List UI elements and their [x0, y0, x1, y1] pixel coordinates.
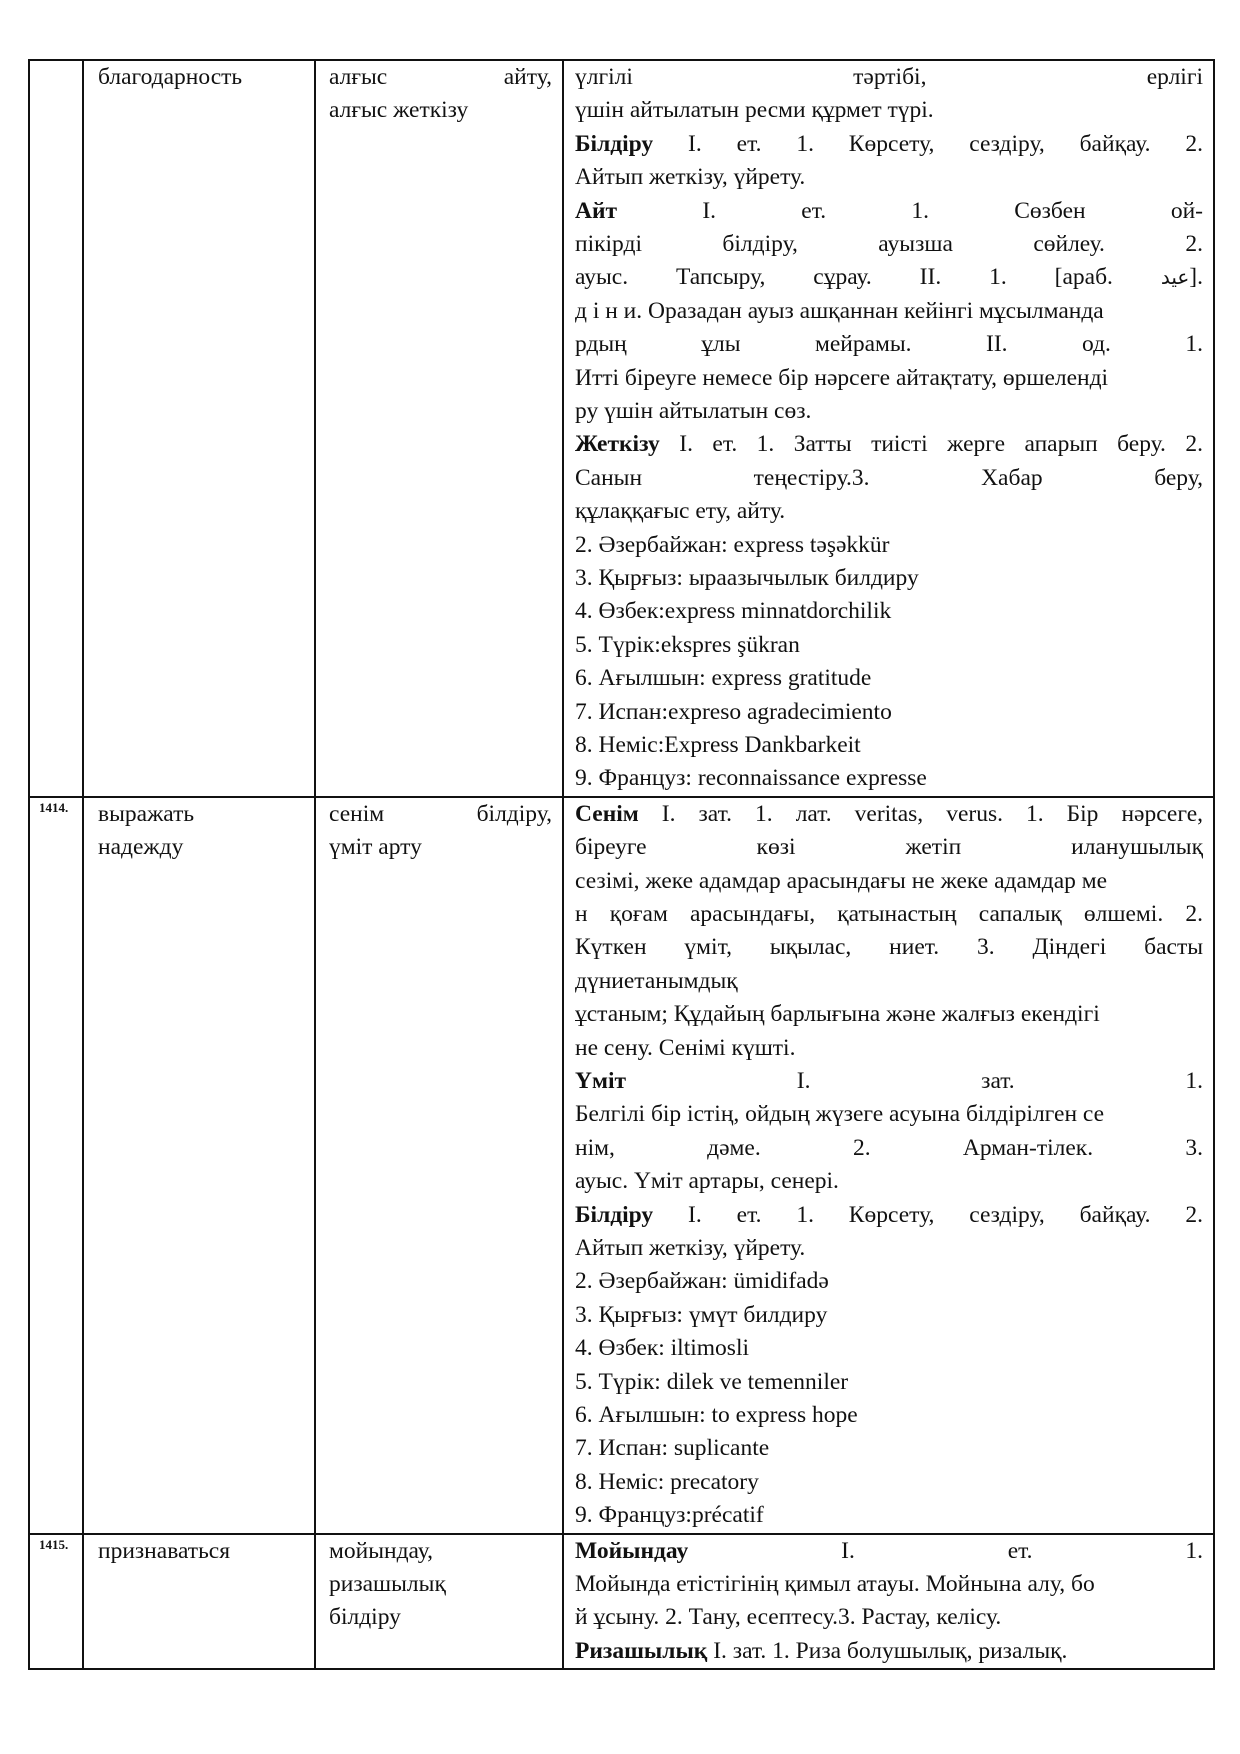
russian-term-line: благодарность [98, 64, 243, 90]
definition-line [575, 362, 1203, 395]
definition-text: ауыс. Үміт артары, сенері. [575, 1168, 839, 1195]
definition-line [575, 595, 1203, 628]
table-row [29, 60, 1214, 797]
definition-line [575, 128, 1203, 161]
kazakh-term-line: ризашылық [329, 1571, 446, 1598]
russian-term-line: выражать [98, 800, 195, 827]
definition-line [575, 898, 1203, 931]
definition-text: 3. Қырғыз: үмүт билдиру [575, 1301, 828, 1328]
definition-text: Айтып жеткізу, үйрету. [575, 1234, 806, 1261]
headword: Сенім [575, 800, 639, 827]
definition-text: Айтып жеткізу, үйрету. [575, 164, 806, 191]
headword: Білдіру [575, 1201, 654, 1228]
definition-line [575, 629, 1203, 662]
russian-term-line: надежду [98, 834, 184, 861]
entry-number: 1415. [29, 1534, 83, 1670]
definition-line [575, 1432, 1203, 1465]
definition-line [575, 94, 1203, 127]
definition [563, 1534, 1214, 1670]
definition-text: 2. Әзербайжан: express təşəkkür [575, 531, 890, 558]
definition-text: Белгілі бір істің, ойдың жүзеге асуына білдірілген се [575, 1101, 1105, 1128]
definition-text: сезімі, жеке адамдар арасындағы не жеке адамдар ме [575, 867, 1108, 894]
definition-text: 7. Испан:expreso agradecimiento [575, 698, 892, 725]
definition-text: құлаққағыс ету, айту. [575, 498, 786, 525]
definition-line [575, 1165, 1203, 1198]
definition-line [575, 1399, 1203, 1432]
definition-text: рдың ұлы мейрамы. II. од. 1. [575, 331, 1203, 358]
definition-line [575, 428, 1203, 461]
russian-term [83, 797, 315, 1534]
definition-text: 8. Неміс: precatory [575, 1468, 759, 1495]
definition-text: д і н и. Оразадан ауыз ашқаннан кейінгі мұсылманда [575, 297, 1104, 324]
definition-text: I. ет. 1. Сөзбен ой- [617, 197, 1203, 224]
definition-line [575, 865, 1203, 898]
definition-text: 5. Түрік:ekspres şükran [575, 631, 800, 658]
definition-text: 2. Әзербайжан: ümidifadə [575, 1268, 829, 1295]
definition-line [575, 261, 1203, 294]
definition-line [575, 1535, 1203, 1568]
definition-line [575, 1232, 1203, 1265]
definition-line [575, 495, 1203, 528]
definition-line [575, 1132, 1203, 1165]
definition-line [575, 529, 1203, 562]
definition-text: I. ет. 1. Көрсету, сездіру, байқау. 2. [653, 130, 1203, 157]
definition-line [575, 1499, 1203, 1532]
table-row [29, 797, 1214, 1534]
definition [563, 60, 1214, 797]
headword: Үміт [575, 1068, 627, 1094]
definition-text: үшін айтылатын ресми құрмет түрі. [575, 97, 934, 124]
definition-line [575, 1199, 1203, 1232]
headword: Білдіру [575, 130, 654, 157]
definition-text: Итті біреуге немесе бір нәрсеге айтақтату, өршеленді [575, 364, 1109, 391]
definition-line [575, 1299, 1203, 1332]
definition-text: 7. Испан: suplicante [575, 1435, 770, 1462]
kazakh-term-line: үміт арту [329, 834, 422, 861]
definition-text: Мойында етістігінің қимыл атауы. Мойнына алу, бо [575, 1571, 1095, 1598]
definition-line [575, 1366, 1203, 1399]
definition-text: 6. Ағылшын: express gratitude [575, 665, 872, 692]
entry-number: 1414. [29, 797, 83, 1534]
definition-line [575, 195, 1203, 228]
definition-line [575, 1635, 1203, 1668]
headword: Жеткізу [575, 431, 660, 458]
definition-line [575, 161, 1203, 194]
definition-line [575, 798, 1203, 831]
definition-text: біреуге көзі жетіп иланушылық [575, 834, 1203, 861]
definition-text: үлгілі тәртібі, ерлігі [575, 64, 1203, 90]
kazakh-term-line: сенім білдіру, [329, 800, 552, 827]
definition-line [575, 1065, 1203, 1098]
definition-line [575, 729, 1203, 762]
definition-line [575, 662, 1203, 695]
definition-line [575, 1601, 1203, 1634]
kazakh-term [315, 60, 563, 797]
headword: Мойындау [575, 1537, 689, 1564]
definition-text: дүниетанымдық [575, 967, 738, 994]
definition-line [575, 965, 1203, 998]
definition [563, 797, 1214, 1534]
kazakh-term [315, 1534, 563, 1670]
definition-text: 3. Қырғыз: ыраазычылык билдиру [575, 564, 919, 591]
definition-text: 9. Француз:précatif [575, 1502, 764, 1529]
definition-text: ұстаным; Құдайың барлығына және жалғыз екендігі [575, 1001, 1100, 1028]
definition-line [575, 1332, 1203, 1365]
definition-line [575, 1098, 1203, 1131]
kazakh-term-line: алғыс жеткізу [329, 97, 469, 124]
definition-text: ]. [1189, 264, 1203, 291]
definition-line [575, 1032, 1203, 1065]
definition-line [575, 696, 1203, 729]
arabic-word: عيد [1160, 265, 1190, 290]
definition-text: I. зат. 1. [626, 1068, 1203, 1094]
definition-line [575, 395, 1203, 428]
table-row [29, 1534, 1214, 1670]
definition-line [575, 931, 1203, 964]
definition-line [575, 1466, 1203, 1499]
definition-line [575, 328, 1203, 361]
definition-line [575, 831, 1203, 864]
dictionary-table [28, 59, 1215, 1670]
definition-line [575, 762, 1203, 795]
definition-line [575, 998, 1203, 1031]
definition-text: I. ет. 1. [688, 1537, 1203, 1564]
kazakh-term-line: білдіру [329, 1604, 401, 1631]
definition-text: 6. Ағылшын: to express hope [575, 1402, 858, 1429]
kazakh-term-line: алғыс айту, [329, 64, 552, 90]
definition-line [575, 228, 1203, 261]
document-page [28, 59, 1215, 1670]
definition-line [575, 1568, 1203, 1601]
definition-text: I. ет. 1. Көрсету, сездіру, байқау. 2. [653, 1201, 1203, 1228]
kazakh-term-line: мойындау, [329, 1537, 434, 1564]
definition-line [575, 1265, 1203, 1298]
definition-text: ауыс. Тапсыру, сұрау. II. 1. [араб. [575, 264, 1161, 291]
russian-term-line: признаваться [98, 1537, 231, 1564]
definition-text: 4. Өзбек: iltimosli [575, 1335, 750, 1362]
definition-text: I. зат. 1. лат. veritas, verus. 1. Бір нәрсеге, [638, 800, 1203, 827]
definition-line [575, 61, 1203, 94]
russian-term [83, 1534, 315, 1670]
definition-text: I. зат. 1. Риза болушылық, ризалық. [707, 1637, 1068, 1664]
definition-line [575, 562, 1203, 595]
definition-text: ру үшін айтылатын сөз. [575, 397, 812, 424]
dictionary-table-body [29, 60, 1214, 1669]
definition-text: н қоғам арасындағы, қатынастың сапалық өлшемі. 2. [575, 901, 1203, 927]
definition-text: пікірді білдіру, ауызша сөйлеу. 2. [575, 230, 1203, 257]
definition-text: 8. Неміс:Express Dankbarkeit [575, 732, 861, 758]
definition-text: 5. Түрік: dilek ve temenniler [575, 1368, 849, 1395]
definition-text: й ұсыну. 2. Тану, есептесу.3. Растау, келісу. [575, 1604, 1002, 1631]
entry-number [29, 60, 83, 797]
definition-text: Санын теңестіру.3. Хабар беру, [575, 464, 1203, 491]
definition-text: нім, дәме. 2. Арман-тілек. 3. [575, 1134, 1203, 1161]
definition-text: Күткен үміт, ықылас, ниет. 3. Діндегі басты [575, 934, 1203, 961]
definition-text: не сену. Сенімі күшті. [575, 1034, 796, 1061]
headword: Ризашылық [575, 1637, 708, 1664]
definition-line [575, 462, 1203, 495]
headword: Айт [575, 197, 618, 224]
kazakh-term [315, 797, 563, 1534]
definition-line [575, 295, 1203, 328]
definition-text: I. ет. 1. Затты тиісті жерге апарып беру. 2. [659, 431, 1203, 458]
definition-text: 9. Француз: reconnaissance expresse [575, 765, 927, 792]
definition-text: 4. Өзбек:express minnatdorchilik [575, 598, 892, 625]
russian-term [83, 60, 315, 797]
